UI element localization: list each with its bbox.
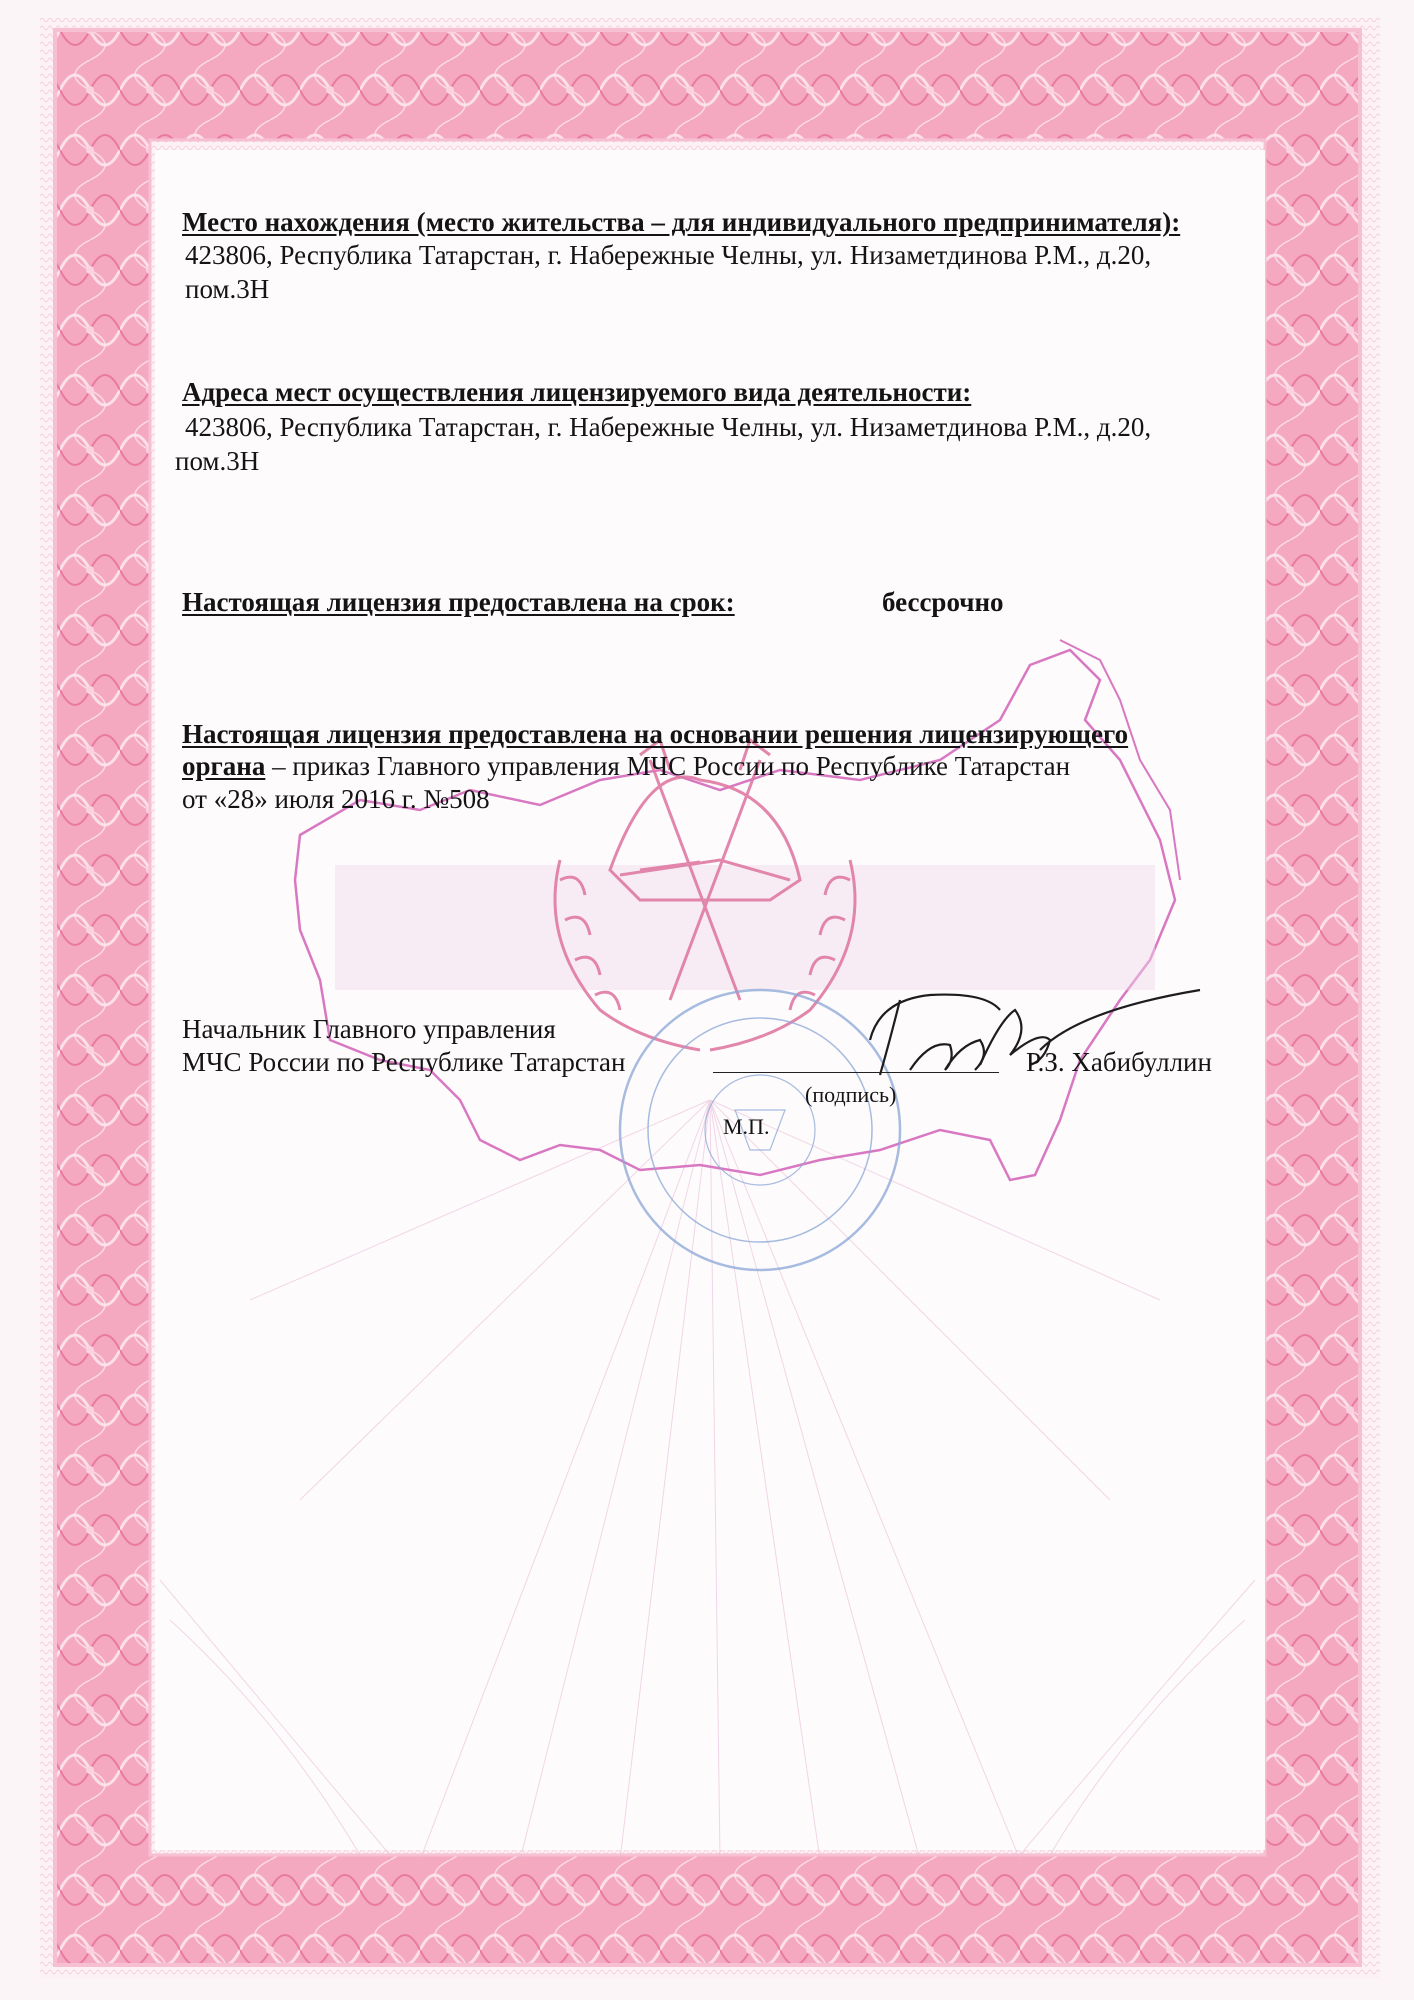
signatory-title-line2: МЧС России по Республике Татарстан xyxy=(182,1047,626,1077)
basis-heading-line1: Настоящая лицензия предоставлена на основании решения лицензирующего xyxy=(182,719,1129,749)
activity-addresses-heading: Адреса мест осуществления лицензируемого вида деятельности: xyxy=(182,377,972,407)
signatory-name: Р.З. Хабибуллин xyxy=(1026,1047,1212,1077)
term-value: бессрочно xyxy=(882,587,1004,617)
basis-dash: – xyxy=(272,751,286,781)
term-heading: Настоящая лицензия предоставлена на срок: xyxy=(182,587,735,617)
location-heading: Место нахождения (место жительства – для индивидуального предпринимателя): xyxy=(182,207,1181,237)
basis-order-date: от «28» июля 2016 г. №508 xyxy=(182,784,490,814)
location-address-line1: 423806, Республика Татарстан, г. Набережные Челны, ул. Низаметдинова Р.М., д.20, xyxy=(185,240,1152,270)
signature-line xyxy=(713,1072,999,1073)
activity-address-line1: 423806, Республика Татарстан, г. Набережные Челны, ул. Низаметдинова Р.М., д.20, xyxy=(185,412,1152,442)
stamp-place-label: М.П. xyxy=(723,1114,770,1139)
signature-caption: (подпись) xyxy=(805,1082,897,1107)
signatory-title-line1: Начальник Главного управления xyxy=(182,1014,556,1044)
basis-line2 xyxy=(182,749,1070,783)
location-address-line2: пом.3Н xyxy=(185,274,270,304)
basis-heading-line2: органа xyxy=(182,751,266,781)
basis-order-text: приказ Главного управления МЧС России по Республике Татарстан xyxy=(292,751,1071,781)
activity-address-line2: пом.3Н xyxy=(175,446,260,476)
